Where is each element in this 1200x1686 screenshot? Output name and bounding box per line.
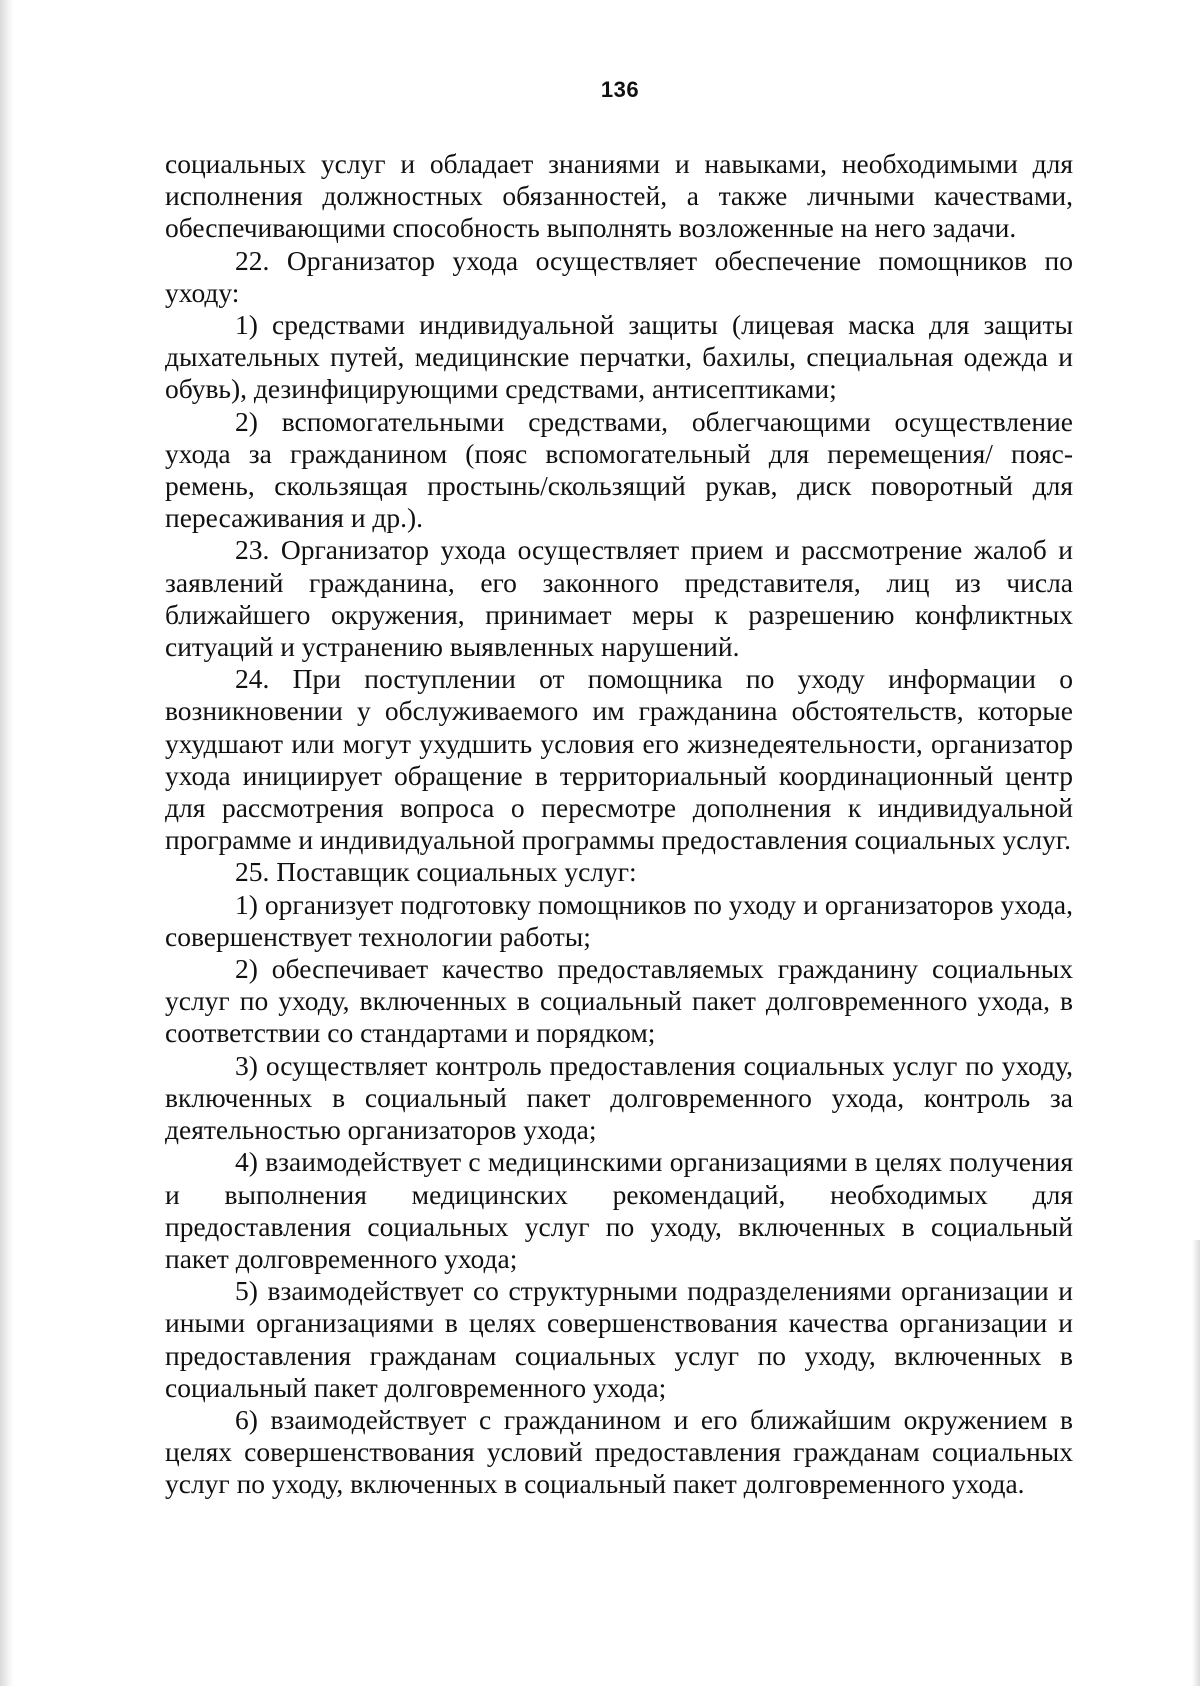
paragraph-22-item-1: 1) средствами индивидуальной защиты (лицевая маска для защиты дыхательных путей, медицинские перчатки, бахилы, специальная одежда и обувь), дезинфицирующими средствами, антисептиками; xyxy=(165,309,1073,405)
page-number: 136 xyxy=(600,77,640,102)
paragraph-25-item-5: 5) взаимодействует со структурными подразделениями организации и иными организациями в целях совершенствования качества организации и предоставления гражданам социальных услуг по уходу, включенных в социальный пакет долговременного ухода; xyxy=(165,1275,1073,1403)
paragraph-24: 24. При поступлении от помощника по уходу информации о возникновении у обслуживаемого им гражданина обстоятельств, которые ухудшают или могут ухудшить условия его жизнедеятельности, организатор ухода инициирует обращение в территориальный координационный центр для рассмотрения вопроса о пересмотре дополнения к индивидуальной программе и индивидуальной программы предоставления социальных услуг. xyxy=(165,663,1073,856)
scan-edge-right xyxy=(1192,1240,1200,1686)
paragraph-25-item-1: 1) организует подготовку помощников по уходу и организаторов ухода, совершенствует технологии работы; xyxy=(165,888,1073,952)
paragraph-25-item-4: 4) взаимодействует с медицинскими организациями в целях получения и выполнения медицинских рекомендаций, необходимых для предоставления социальных услуг по уходу, включенных в социальный пакет долговременного ухода; xyxy=(165,1146,1073,1274)
paragraph-25: 25. Поставщик социальных услуг: xyxy=(235,856,637,888)
paragraph-25-item-6: 6) взаимодействует с гражданином и его ближайшим окружением в целях совершенствования условий предоставления гражданам социальных услуг по уходу, включенных в социальный пакет долговременного ухода. xyxy=(165,1403,1073,1500)
paragraph-22-item-2: 2) вспомогательными средствами, облегчающими осуществление ухода за гражданином (пояс вспомогательный для перемещения/ пояс-ремень, скользящая простынь/скользящий рукав, диск поворотный для пересаживания и др.). xyxy=(165,405,1073,534)
paragraph-22: 22. Организатор ухода осуществляет обеспечение помощников по уходу: xyxy=(165,244,1073,308)
scan-edge-left xyxy=(0,0,14,1686)
paragraph-25-item-3: 3) осуществляет контроль предоставления социальных услуг по уходу, включенных в социальный пакет долговременного ухода, контроль за деятельностью организаторов ухода; xyxy=(165,1049,1073,1146)
paragraph-continuation: социальных услуг и обладает знаниями и навыками, необходимыми для исполнения должностных обязанностей, а также личными качествами, обеспечивающими способность выполнять возложенные на него задачи. xyxy=(165,148,1073,244)
paragraph-25-item-2: 2) обеспечивает качество предоставляемых гражданину социальных услуг по уходу, включенных в социальный пакет долговременного ухода, в соответствии со стандартами и порядком; xyxy=(165,953,1073,1049)
document-body xyxy=(165,148,1073,1501)
paragraph-23: 23. Организатор ухода осуществляет прием и рассмотрение жалоб и заявлений гражданина, его законного представителя, лиц из числа ближайшего окружения, принимает меры к разрешению конфликтных ситуаций и устранению выявленных нарушений. xyxy=(165,534,1073,663)
